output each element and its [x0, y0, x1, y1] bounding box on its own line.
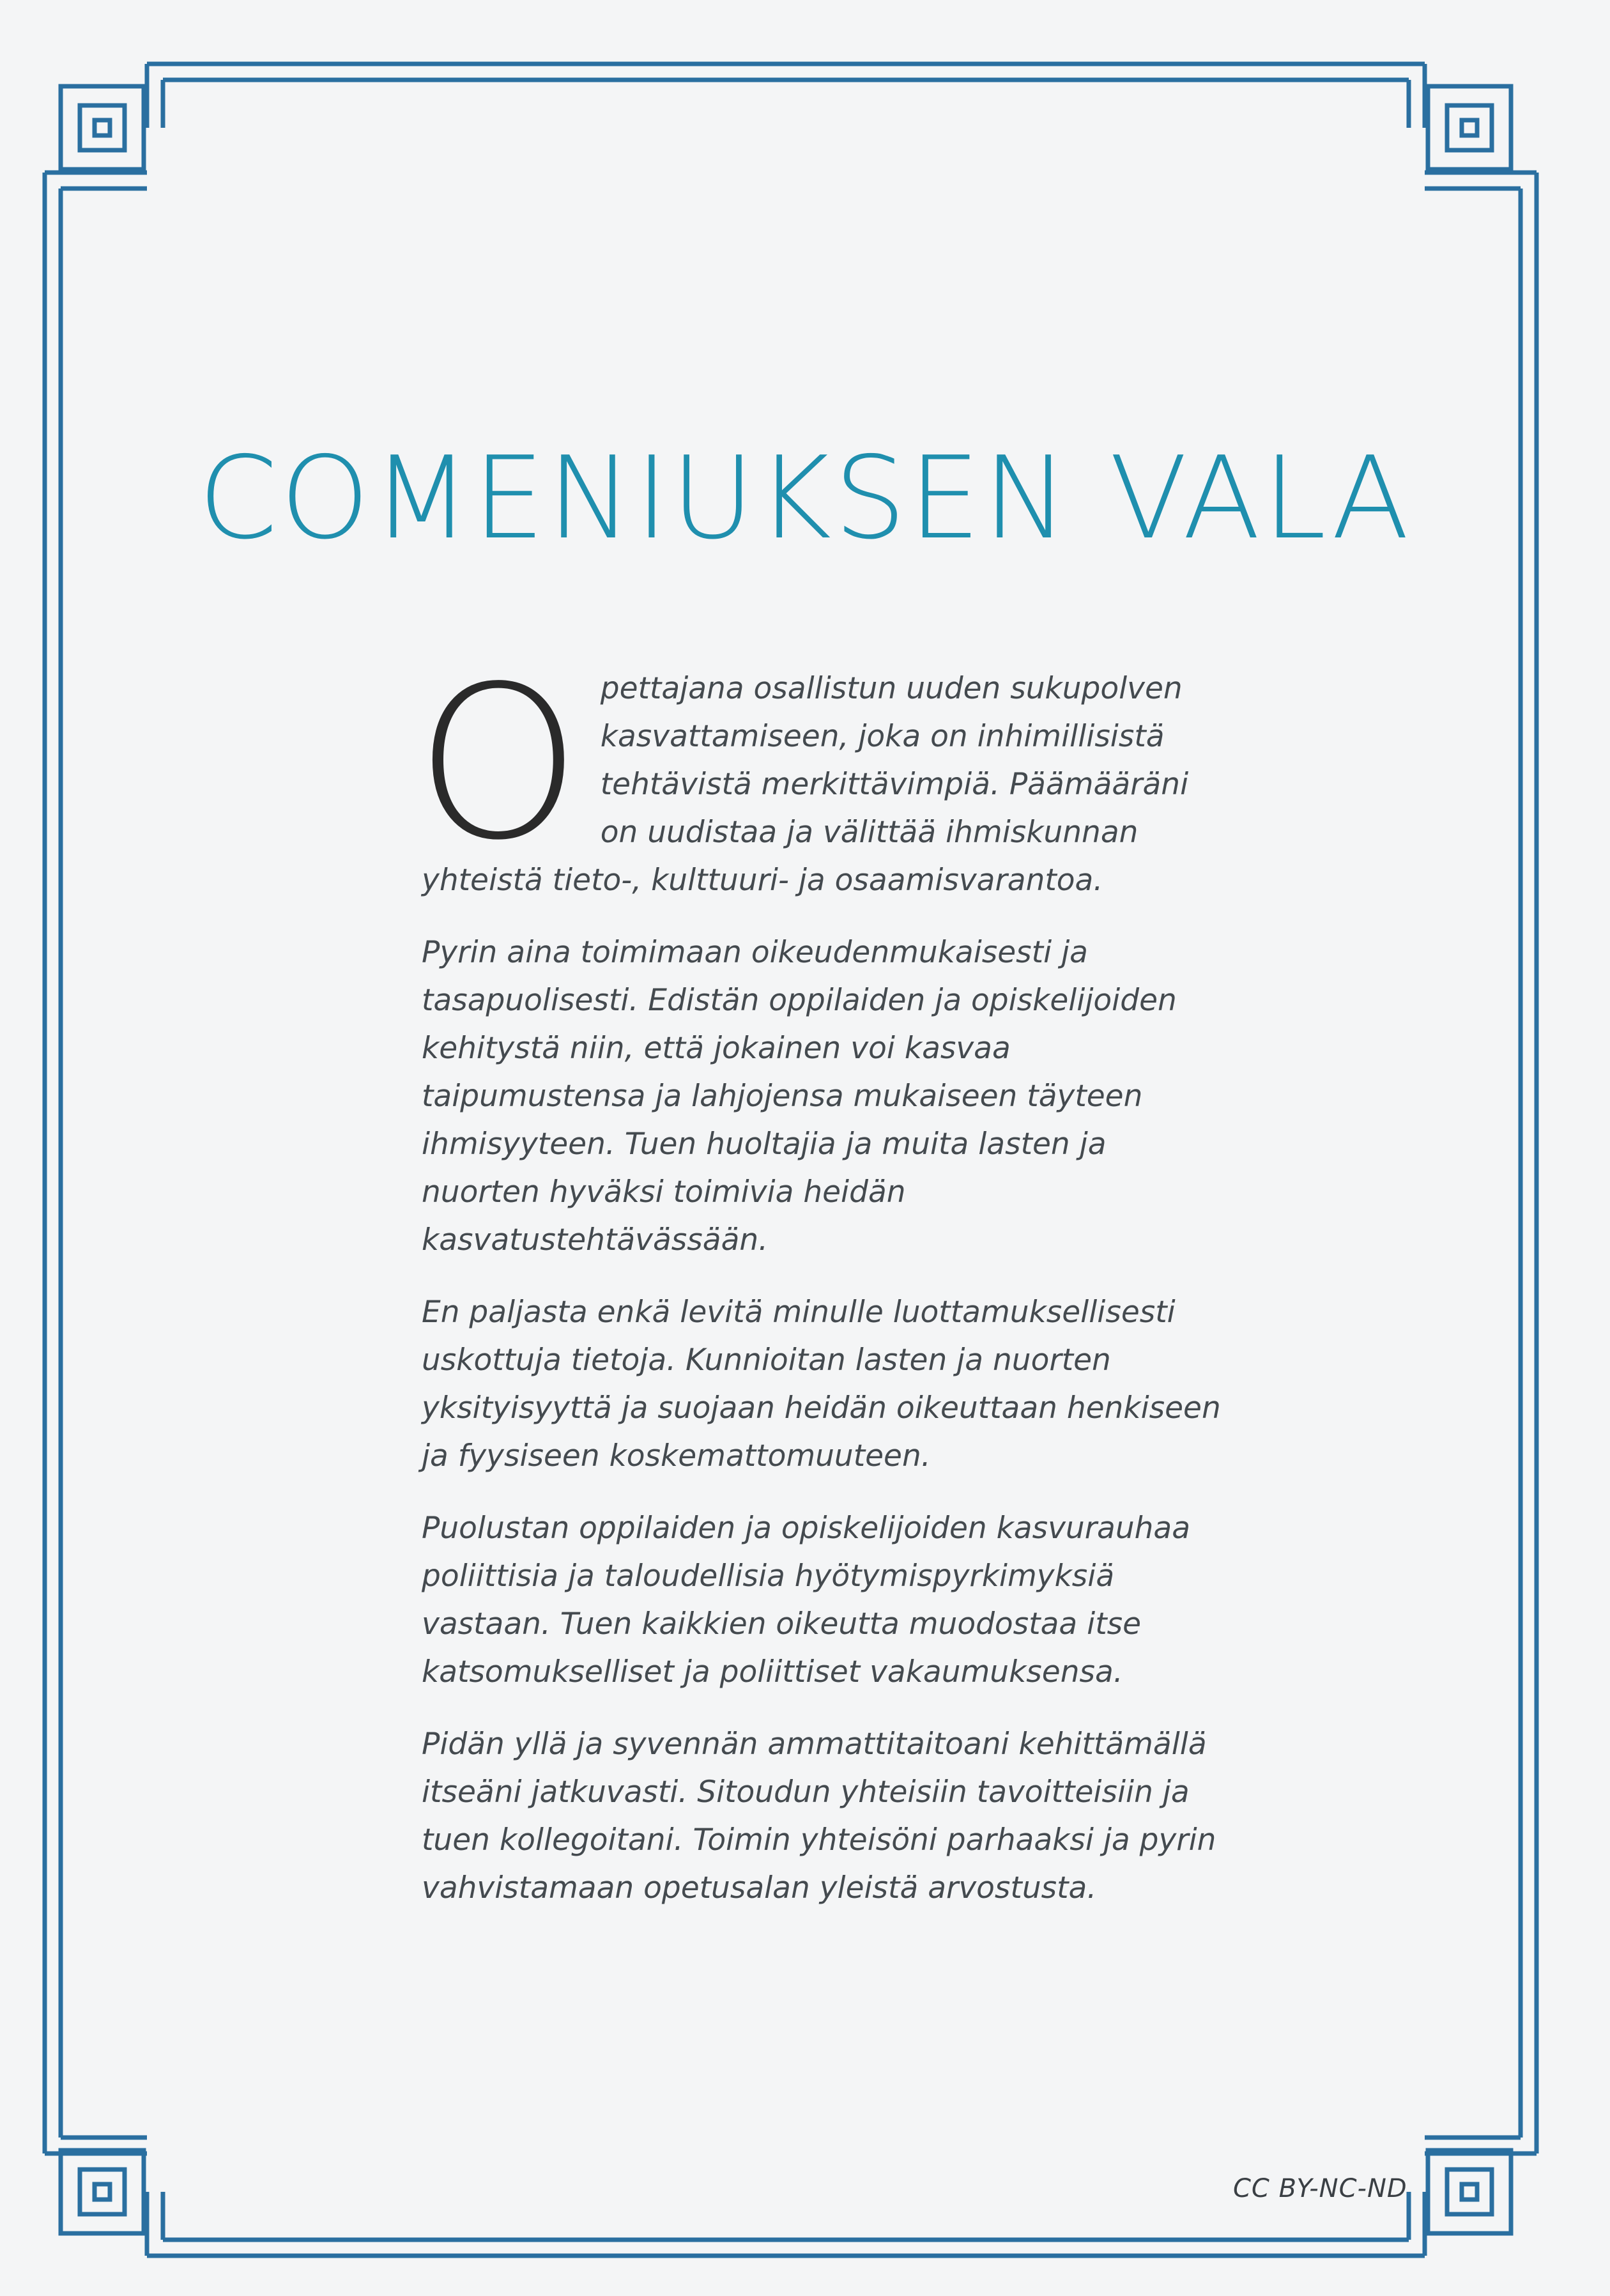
- corner-knot-top-right-outer: [1428, 86, 1511, 169]
- corner-knot-bottom-right-inner: [1447, 2169, 1492, 2214]
- paragraph-3: En paljasta enkä levitä minulle luottamuksellisesti uskottuja tietoja. Kunnioitan lasten ja nuorten yksityisyyttä ja suojaan heidän oikeuttaan henkiseen ja fyysiseen koskemattomuuteen.: [422, 1295, 1221, 1474]
- corner-knot-bottom-left-outer: [61, 2150, 144, 2233]
- corner-knot-top-left-inner: [80, 105, 125, 150]
- drop-cap: O: [415, 641, 581, 886]
- corner-knot-bottom-left-center: [95, 2184, 110, 2200]
- corner-knot-top-right-inner: [1447, 105, 1492, 150]
- corner-knot-top-right-center: [1462, 120, 1477, 135]
- corner-knot-top-left-outer: [61, 86, 144, 169]
- corner-knot-bottom-right-outer: [1428, 2150, 1511, 2233]
- license-label: CC BY-NC-ND: [1233, 2174, 1407, 2203]
- corner-knot-top-left-center: [95, 120, 110, 135]
- oath-body: [415, 641, 1233, 1936]
- paragraph-1-text: pettajana osallistun uuden sukupolven kasvattamiseen, joka on inhimillisistä tehtävistä merkittävimpiä. Päämääräni on uudistaa ja välittää ihmiskunnan yhteistä tieto-, kulttuuri- ja osaamisvarantoa.: [422, 671, 1189, 898]
- corner-knot-bottom-left-inner: [80, 2169, 125, 2214]
- corner-knot-bottom-right-center: [1462, 2184, 1477, 2200]
- paragraph-5: Pidän yllä ja syvennän ammattitaitoani kehittämällä itseäni jatkuvasti. Sitoudun yhteisiin tavoitteisiin ja tuen kollegoitani. Toimin yhteisöni parhaaksi ja pyrin vahvistamaan opetusalan yleistä arvostusta.: [422, 1727, 1216, 1906]
- paragraph-1: [415, 641, 1233, 904]
- paragraph-4: Puolustan oppilaiden ja opiskelijoiden kasvurauhaa poliittisia ja taloudellisia hyötymispyrkimyksiä vastaan. Tuen kaikkien oikeutta muodostaa itse katsomukselliset ja poliittiset vakaumuksensa.: [422, 1511, 1190, 1690]
- paragraph-2: Pyrin aina toimimaan oikeudenmukaisesti ja tasapuolisesti. Edistän oppilaiden ja opiskelijoiden kehitystä niin, että jokainen voi kasvaa taipumustensa ja lahjojensa mukaiseen täyteen ihmisyyteen. Tuen huoltajia ja muita lasten ja nuorten hyväksi toimivia heidän kasvatustehtävässään.: [422, 935, 1177, 1258]
- page-title: COMENIUKSEN VALA: [198, 432, 1412, 564]
